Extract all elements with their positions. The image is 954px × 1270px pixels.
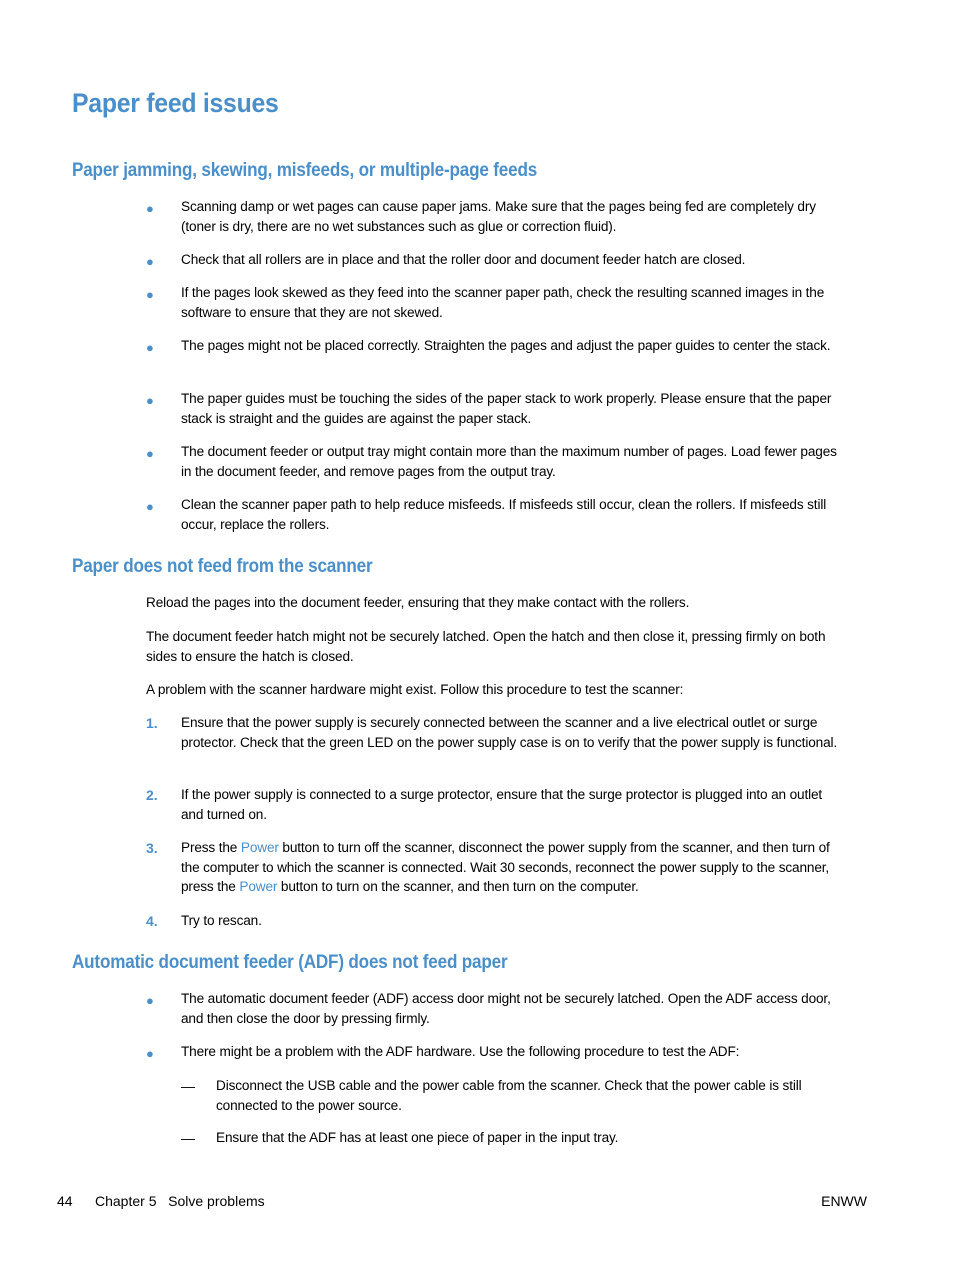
step-item: Ensure that the power supply is securely connected between the scanner and a live electrical outlet or surge protector. Check that the green LED on the power supply case is on to verify that the power supply is functional. — [181, 715, 838, 751]
step-item: If the power supply is connected to a surge protector, ensure that the surge protector is plugged into an outlet and turned on. — [181, 787, 823, 823]
step-number: 4. — [146, 913, 158, 929]
bullet-marker: ● — [146, 993, 154, 1008]
paragraph: Reload the pages into the document feeder, ensuring that they make contact with the rollers. — [146, 595, 690, 611]
step-number: 1. — [146, 715, 158, 731]
bullet-marker: ● — [146, 340, 154, 355]
dash-marker: — — [181, 1078, 195, 1094]
list-item: The document feeder or output tray might contain more than the maximum number of pages. Load fewer pages in the document feeder, and remove pages from the output tray. — [181, 444, 837, 480]
step-number: 2. — [146, 787, 158, 803]
step-text: button to turn off the scanner, disconnect the power supply from the scanner, and then turn of the computer to which the scanner is connected. Wait 30 seconds, reconnect the power supply to the scanner, press the — [181, 840, 830, 895]
power-button-reference: Power — [239, 879, 278, 895]
list-item: Scanning damp or wet pages can cause paper jams. Make sure that the pages being fed are completely dry (toner is dry, there are no wet substances such as glue or correction fluid). — [181, 199, 816, 235]
bullet-marker: ● — [146, 499, 154, 514]
bullet-marker: ● — [146, 446, 154, 461]
bullet-marker: ● — [146, 254, 154, 269]
footer-code: ENWW — [821, 1193, 867, 1209]
list-item: Check that all rollers are in place and that the roller door and document feeder hatch are closed. — [181, 252, 746, 268]
dash-marker: — — [181, 1130, 195, 1146]
list-item: If the pages look skewed as they feed into the scanner paper path, check the resulting scanned images in the software to ensure that they are not skewed. — [181, 285, 825, 321]
bullet-marker: ● — [146, 287, 154, 302]
power-button-reference: Power — [240, 840, 279, 856]
section-heading-paper-not-feed: Paper does not feed from the scanner — [72, 556, 373, 577]
step-item: Try to rescan. — [181, 913, 262, 929]
footer-page-number: 44 — [57, 1193, 73, 1209]
footer-chapter: Chapter 5 Solve problems — [95, 1193, 265, 1209]
paragraph: A problem with the scanner hardware might exist. Follow this procedure to test the scanner: — [146, 682, 684, 698]
list-item: The pages might not be placed correctly. Straighten the pages and adjust the paper guides to center the stack. — [181, 338, 831, 354]
bullet-marker: ● — [146, 393, 154, 408]
section-heading-adf-not-feed: Automatic document feeder (ADF) does not feed paper — [72, 952, 508, 973]
list-item: There might be a problem with the ADF hardware. Use the following procedure to test the ADF: — [181, 1044, 740, 1060]
section-heading-paper-jamming: Paper jamming, skewing, misfeeds, or multiple-page feeds — [72, 160, 538, 181]
list-item: Clean the scanner paper path to help reduce misfeeds. If misfeeds still occur, clean the rollers. If misfeeds still occur, replace the rollers. — [181, 497, 827, 533]
bullet-marker: ● — [146, 1046, 154, 1061]
step-number: 3. — [146, 840, 158, 856]
step-item — [181, 839, 843, 898]
page-title: Paper feed issues — [72, 88, 279, 118]
list-item: The paper guides must be touching the sides of the paper stack to work properly. Please ensure that the paper stack is straight and the guides are against the paper stack. — [181, 391, 832, 427]
step-text: Press the — [181, 840, 241, 856]
sub-list-item: Disconnect the USB cable and the power cable from the scanner. Check that the power cable is still connected to the power source. — [216, 1078, 802, 1114]
step-text: button to turn on the scanner, and then turn on the computer. — [277, 879, 639, 895]
list-item: The automatic document feeder (ADF) access door might not be securely latched. Open the ADF access door, and then close the door by pressing firmly. — [181, 991, 831, 1027]
sub-list-item: Ensure that the ADF has at least one piece of paper in the input tray. — [216, 1130, 619, 1146]
paragraph: The document feeder hatch might not be securely latched. Open the hatch and then close it, pressing firmly on both sides to ensure the hatch is closed. — [146, 629, 826, 665]
bullet-marker: ● — [146, 201, 154, 216]
